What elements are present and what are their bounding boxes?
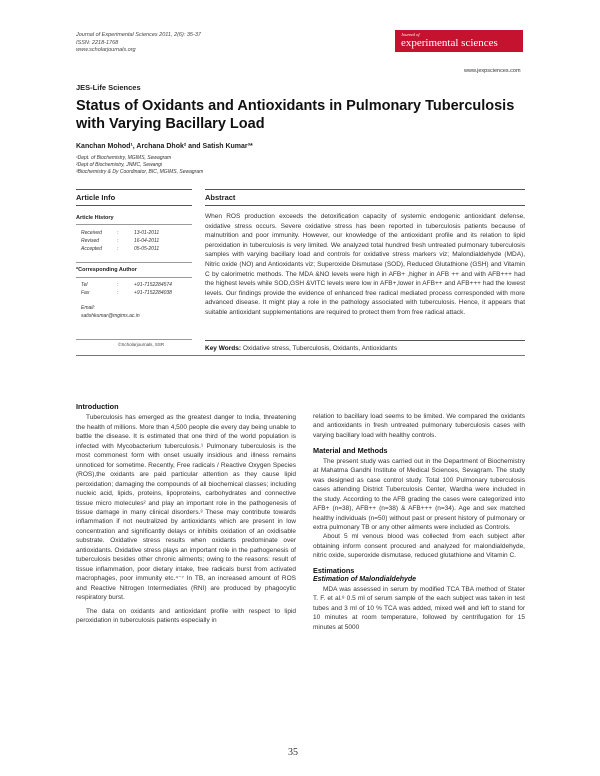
history-row: Received : 13-01-2011	[81, 230, 160, 236]
divider	[76, 205, 192, 206]
left-column	[76, 402, 296, 625]
contact-row: Tel : +91-7152284574	[81, 282, 172, 288]
corresponding-author-heading: *Corresponding Author	[76, 267, 137, 273]
history-date: 16-04-2011	[134, 238, 160, 244]
history-label: Revised	[81, 238, 100, 244]
logo-large-text: experimental sciences	[401, 37, 498, 49]
paper-title: Status of Oxidants and Antioxidants in Pulmonary Tuberculosis with Varying Bacillary Load	[76, 98, 515, 132]
right-column	[313, 412, 525, 632]
history-label: Received	[81, 230, 102, 236]
divider	[76, 262, 192, 263]
mda-heading: Estimation of Malondialdehyde	[313, 576, 417, 584]
paragraph: About 5 ml venous blood was collected from each subject after obtaining inform consent procured and analyzed for malondialdehyde, nitric oxide, superoxide dismutase, reduced glutathione and Vitamin C.	[313, 533, 525, 560]
paragraph: relation to bacillary load seems to be limited. We compared the oxidants and antioxidants in fresh untreated pulmonary tuberculosis cases with varying bacillary load with healthy controls.	[313, 413, 525, 439]
divider	[205, 189, 525, 190]
divider	[205, 205, 525, 206]
estimations-heading: Estimations	[313, 565, 355, 575]
divider	[76, 355, 525, 356]
methods-heading: Material and Methods	[313, 446, 388, 456]
history-date: 05-05-2011	[134, 246, 160, 252]
divider	[76, 189, 192, 190]
journal-logo	[395, 30, 523, 52]
history-label: Accepted	[81, 246, 102, 252]
journal-citation	[76, 32, 201, 55]
contact-label: Fax	[81, 290, 90, 296]
divider	[205, 340, 525, 341]
affiliation-3: ³Biochemistry & Dy Coordinator, BIC, MGIMS, Sewagram	[76, 169, 204, 175]
affiliation-2: ²Dept of Biochemistry, JNMC, Sewangi	[76, 162, 163, 168]
divider	[76, 277, 192, 278]
section-tag: JES-Life Sciences	[76, 83, 141, 92]
email-label: Email:	[81, 305, 95, 311]
journal-issn: ISSN: 2218-1768	[76, 39, 119, 46]
authors: Kanchan Mohod¹, Archana Dhok² and Satish Kumar³*	[76, 143, 253, 150]
contact-label: Tel	[81, 282, 88, 288]
article-history	[76, 229, 196, 253]
history-row: Accepted : 05-05-2011	[81, 246, 160, 252]
journal-site: www.scholarjournals.org	[76, 47, 136, 53]
affiliations	[76, 155, 203, 176]
article-history-heading: Article History	[76, 215, 114, 221]
paragraph: MDA was assessed in serum by modified TCA TBA method of Stater T. F. et al.⁸ 0.5 ml of serum sample of the each subject was taken in test tubes and 3 ml of 10 % TCA was added, mixed well and left to stand for 10 minutes at room temperature, followed by centrifugation for 15 minutes at 5000	[313, 585, 525, 631]
email-block	[81, 305, 140, 320]
keywords-label: Key Words:	[205, 345, 241, 352]
author-contact	[76, 281, 196, 297]
divider	[76, 224, 192, 225]
page-number: 35	[288, 747, 298, 758]
history-date: 13-01-2011	[134, 230, 160, 236]
copyright: ©Scholarjournals, SSR	[118, 342, 165, 347]
logo-small-text: Journal of	[401, 32, 420, 37]
abstract-text: When ROS production exceeds the detoxification capacity of systemic endogenic antioxidant defense, oxidative stress occurs. Severe oxidative stress has been reported in tuberculosis patients because of malnutrition and poor immunity. However, our knowledge of the antioxidant profile and its relation to lipid peroxidation in tuberculosis is very limited. We analyzed total hundred fresh untreated pulmonary tuberculosis samples with varying bacillary load and controls for oxidative stress markers viz; Malondialdehyde (MDA), Nitric oxide (NO) and Antioxidants viz; Superoxide Dismutase (SOD), Reduced Glutathione (GSH) and Vitamin C by calorimetric methods. The MDA &NO levels were high in AFB+ ,higher in AFB ++ and with AFB+++ had the highest levels while SOD,GSH &VITC levels were low in AFB+,lower in AFB++ and AFB+++ had the lowest levels. Our findings provide the evidence of enhanced free radical mediated process corresponded with more advanced disease. It might play a role in the pathology associated with tuberculosis. Hence, it appears that suitable antioxidant supplementations are required to protect them from free radical attack.	[205, 213, 525, 316]
contact-row: Fax : +91-7152284038	[81, 290, 172, 296]
introduction-heading: Introduction	[76, 402, 119, 411]
divider	[76, 339, 192, 340]
keywords-list: Oxidative stress, Tuberculosis, Oxidants, Antioxidants	[242, 345, 398, 352]
paragraph: The data on oxidants and antioxidant profile with respect to lipid peroxidation in tuberculosis patients especially in	[76, 607, 296, 624]
affiliation-1: ¹Dept. of Biochemistry, MGIMS, Sewagram	[76, 155, 172, 161]
journal-url: www.jexpsciences.com	[464, 68, 521, 74]
abstract-heading: Abstract	[205, 193, 236, 202]
history-row: Revised : 16-04-2011	[81, 238, 160, 244]
contact-number: +91-7152284574	[134, 282, 172, 288]
article-info-heading: Article Info	[76, 193, 116, 202]
contact-number: +91-7152284038	[134, 290, 172, 296]
journal-name: Journal of Experimental Sciences 2011, 2(6): 35-37	[76, 32, 201, 38]
paragraph: Tuberculosis has emerged as the greatest danger to India, threatening the health of millions. More than 4,500 people die every day being unable to battle the disease. It is estimated that one third of the world population is infected with Mycobacterium tuberculosis.¹ Pulmonary tuberculosis is the most commonest form with onset usually insidious and illness remains unnoticed for sometime. Recently, Free radicals / Reactive Oxygen Species (ROS),the oxidants are paid particular attention as they cause lipid peroxidation; damaging the compounds of all biochemical classes; including nucleic acid, lipids, proteins, lipoproteins, carbohydrates and connective tissue micro molecules² and play an important role in the pathogenesis of tissue damage in many clinical disorders.³ These may contribute towards inflammation if not neutralized by antioxidants which are present in low concentration and significantly delays or inhibits oxidation of an oxidisable substrate. Oxidative stress results when oxidants predominate over antioxidants. Oxidative stress plays an important role in the pathogenesis of tuberculosis besides other chronic ailments; owing to the reasons: result of tissue inflammation, poor dietary intake, free radicals burst from activated macrophages, poor immunity etc.⁴⁻⁷ In TB, an increased amount of ROS and Reactive Nitrogen Intermediates (RNI) are produced by phagocytic respiratory burst.	[76, 414, 296, 602]
paragraph: The present study was carried out in the Department of Biochemistry at Mahatma Gandhi Institute of Medical Sciences, Sevagram. The study was designed as case control study. Total 100 Pulmonary tuberculosis cases attending District Tuberculosis Center, Wardha were included in the study. According to the AFB grading the cases were categorized into AFB+ (n=38), AFB++ (n=38) & AFB+++ (n=34). Age and sex matched healthy individuals (n=50) without past or present history of pulmonary or extra pulmonary TB or any other ailments were included as Controls.	[313, 457, 525, 531]
email-address[interactable]: satishkumar@mgims.ac.in	[81, 312, 140, 319]
keywords	[205, 345, 397, 352]
